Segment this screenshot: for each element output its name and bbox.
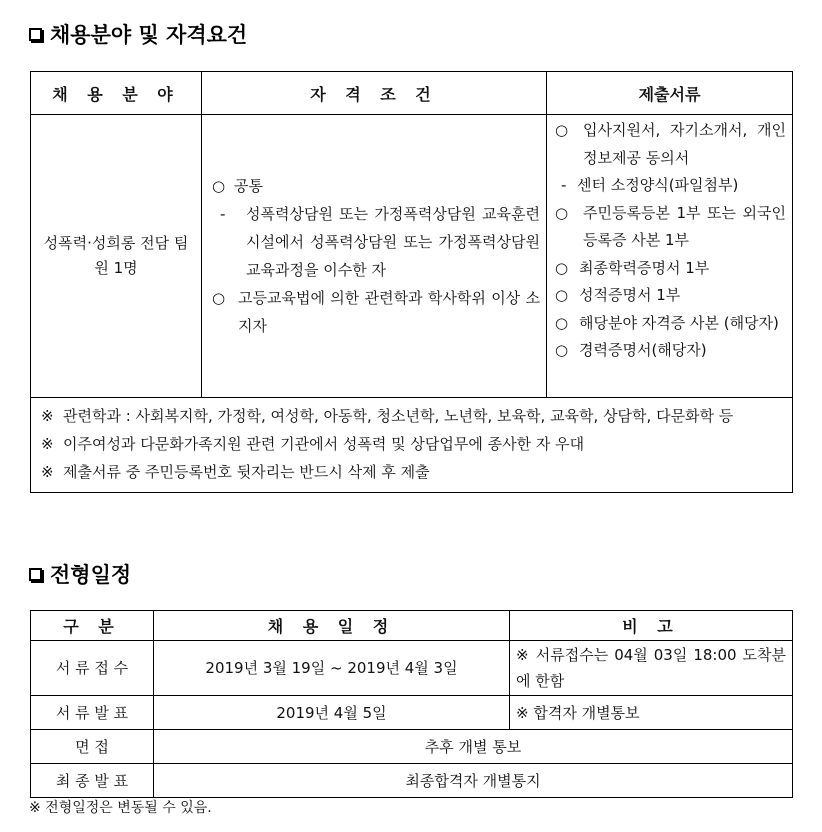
notes-row <box>31 398 793 493</box>
document-text: 입사지원서, 자기소개서, 개인정보제공 동의서 <box>583 121 786 167</box>
document-item <box>555 282 786 310</box>
note-item <box>41 402 784 430</box>
qualification-cell <box>202 115 547 398</box>
remark-cell: ※ 합격자 개별통보 <box>510 696 793 730</box>
document-text: 주민등록등본 1부 또는 외국인 등록증 사본 1부 <box>583 203 786 249</box>
header-remarks: 비 고 <box>510 611 793 641</box>
circle-bullet-icon: ○ <box>555 121 569 139</box>
section-title: 전형일정 <box>50 562 132 587</box>
reference-mark-icon: ※ <box>41 435 54 453</box>
table-row <box>31 696 793 730</box>
document-item <box>555 172 786 200</box>
table-header-row <box>31 611 793 641</box>
schedule-cell: 최종합격자 개별통지 <box>154 764 793 798</box>
row-label: 서 류 발 표 <box>31 696 154 730</box>
dash-bullet-icon: - <box>220 205 226 223</box>
qualification-degree <box>212 284 540 340</box>
header-documents: 제출서류 <box>547 72 793 115</box>
header-category: 구 분 <box>31 611 154 641</box>
notes-cell <box>31 398 793 493</box>
header-field: 채 용 분 야 <box>31 72 202 115</box>
header-schedule: 채 용 일 정 <box>154 611 510 641</box>
section-heading-recruitment <box>29 21 247 49</box>
reference-mark-icon: ※ <box>41 407 54 425</box>
document-item <box>555 117 786 172</box>
document-text: 센터 소정양식(파일첨부) <box>577 176 739 194</box>
recruitment-table <box>30 71 793 493</box>
section-title: 채용분야 및 자격요건 <box>50 22 248 47</box>
circle-bullet-icon: ○ <box>212 177 226 195</box>
document-item <box>555 255 786 283</box>
qualification-common <box>212 172 540 200</box>
reference-mark-icon: ※ <box>41 463 54 481</box>
qualification-common-label: 공통 <box>234 177 263 195</box>
checkbox-square-icon <box>29 28 42 41</box>
schedule-cell: 2019년 3월 19일 ~ 2019년 4월 3일 <box>154 641 510 696</box>
remark-cell: ※ 서류접수는 04월 03일 18:00 도착분에 한함 <box>510 641 793 696</box>
checkbox-square-icon <box>29 568 42 581</box>
document-item <box>555 200 786 255</box>
circle-bullet-icon: ○ <box>555 203 569 222</box>
table-row <box>31 730 793 764</box>
table-row <box>31 764 793 798</box>
document-item <box>555 310 786 338</box>
circle-bullet-icon: ○ <box>555 341 569 359</box>
row-label: 서 류 접 수 <box>31 641 154 696</box>
schedule-footnote: ※ 전형일정은 변동될 수 있음. <box>29 800 212 816</box>
schedule-table <box>30 610 793 798</box>
qualification-degree-text: 고등교육법에 의한 관련학과 학사학위 이상 소지자 <box>238 289 540 335</box>
qualification-sub <box>212 200 540 284</box>
documents-cell <box>547 115 793 398</box>
field-text: 성폭력·성희롱 전담 팀원 1명 <box>43 234 189 277</box>
table-row <box>31 641 793 696</box>
section-heading-schedule <box>29 561 131 589</box>
document-text: 성적증명서 1부 <box>579 286 681 304</box>
document-text: 경력증명서(해당자) <box>579 341 707 359</box>
circle-bullet-icon: ○ <box>212 289 226 307</box>
header-qualification: 자 격 조 건 <box>202 72 547 115</box>
circle-bullet-icon: ○ <box>555 313 569 332</box>
row-label: 면 접 <box>31 730 154 764</box>
document-item <box>555 337 786 365</box>
note-text: 제출서류 중 주민등록번호 뒷자리는 반드시 삭제 후 제출 <box>63 463 430 481</box>
note-text: 관련학과 : 사회복지학, 가정학, 여성학, 아동학, 청소년학, 노년학, 보육학, 교육학, 상담학, 다문화학 등 <box>63 407 734 425</box>
circle-bullet-icon: ○ <box>555 286 569 304</box>
document-text: 해당분야 자격증 사본 (해당자) <box>579 313 779 332</box>
qualification-sub-text: 성폭력상담원 또는 가정폭력상담원 교육훈련시설에서 성폭력상담원 또는 가정폭력상담원 교육과정을 이수한 자 <box>246 205 540 279</box>
schedule-cell: 2019년 4월 5일 <box>154 696 510 730</box>
document-text: 최종학력증명서 1부 <box>579 258 710 277</box>
note-item <box>41 458 784 486</box>
row-label: 최 종 발 표 <box>31 764 154 798</box>
schedule-cell: 추후 개별 통보 <box>154 730 793 764</box>
field-cell <box>31 115 202 398</box>
circle-bullet-icon: ○ <box>555 258 569 277</box>
note-item <box>41 430 784 458</box>
table-row <box>31 115 793 398</box>
note-text: 이주여성과 다문화가족지원 관련 기관에서 성폭력 및 상담업무에 종사한 자 우대 <box>63 435 585 453</box>
table-header-row <box>31 72 793 115</box>
dash-bullet-icon: - <box>561 176 567 194</box>
